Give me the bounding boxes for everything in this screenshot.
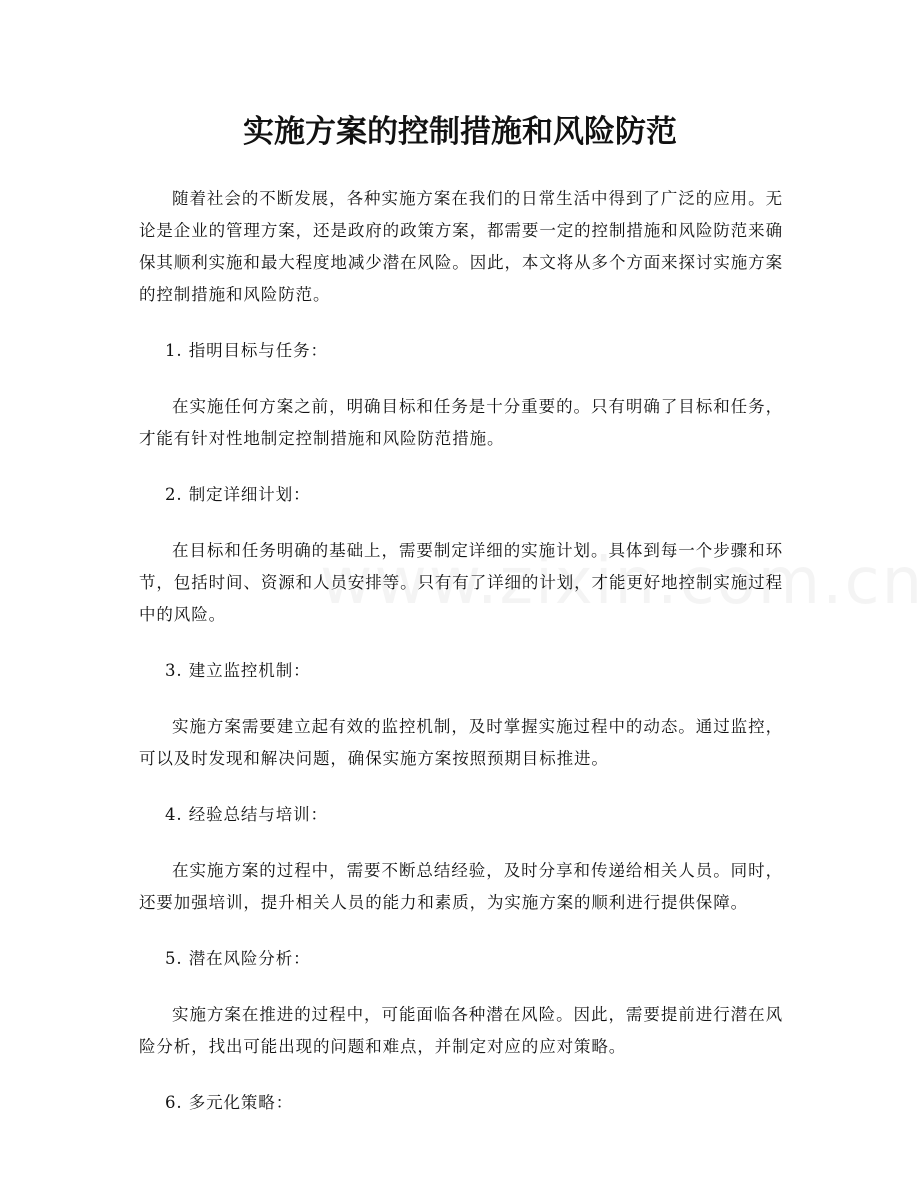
- section-heading-6: 6. 多元化策略：: [165, 1093, 294, 1112]
- section-heading-4: 4. 经验总结与培训：: [165, 805, 328, 824]
- intro-paragraph: 随着社会的不断发展，各种实施方案在我们的日常生活中得到了广泛的应用。无论是企业的管理方案，还是政府的政策方案，都需要一定的控制措施和风险防范来确保其顺利实施和最大程度地减少潜在风险。因此，本文将从多个方面来探讨实施方案的控制措施和风险防范。: [139, 189, 783, 304]
- section-heading-3: 3. 建立监控机制：: [165, 661, 311, 680]
- section-body-5: 实施方案在推进的过程中，可能面临各种潜在风险。因此，需要提前进行潜在风险分析，找出可能出现的问题和难点，并制定对应的应对策略。: [139, 1005, 783, 1056]
- document-body: [139, 183, 783, 1119]
- section-heading-1: 1. 指明目标与任务：: [165, 341, 328, 360]
- section-heading-2: 2. 制定详细计划：: [165, 485, 311, 504]
- section-body-4: 在实施方案的过程中，需要不断总结经验，及时分享和传递给相关人员。同时，还要加强培训，提升相关人员的能力和素质，为实施方案的顺利进行提供保障。: [139, 861, 783, 912]
- section-body-3: 实施方案需要建立起有效的监控机制，及时掌握实施过程中的动态。通过监控，可以及时发现和解决问题，确保实施方案按照预期目标推进。: [139, 717, 783, 768]
- section-body-2: 在目标和任务明确的基础上，需要制定详细的实施计划。具体到每一个步骤和环节，包括时间、资源和人员安排等。只有有了详细的计划，才能更好地控制实施过程中的风险。: [139, 541, 783, 624]
- section-heading-5: 5. 潜在风险分析：: [165, 949, 311, 968]
- section-body-1: 在实施任何方案之前，明确目标和任务是十分重要的。只有明确了目标和任务，才能有针对性地制定控制措施和风险防范措施。: [139, 397, 783, 448]
- document-title: 实施方案的控制措施和风险防范: [243, 114, 677, 150]
